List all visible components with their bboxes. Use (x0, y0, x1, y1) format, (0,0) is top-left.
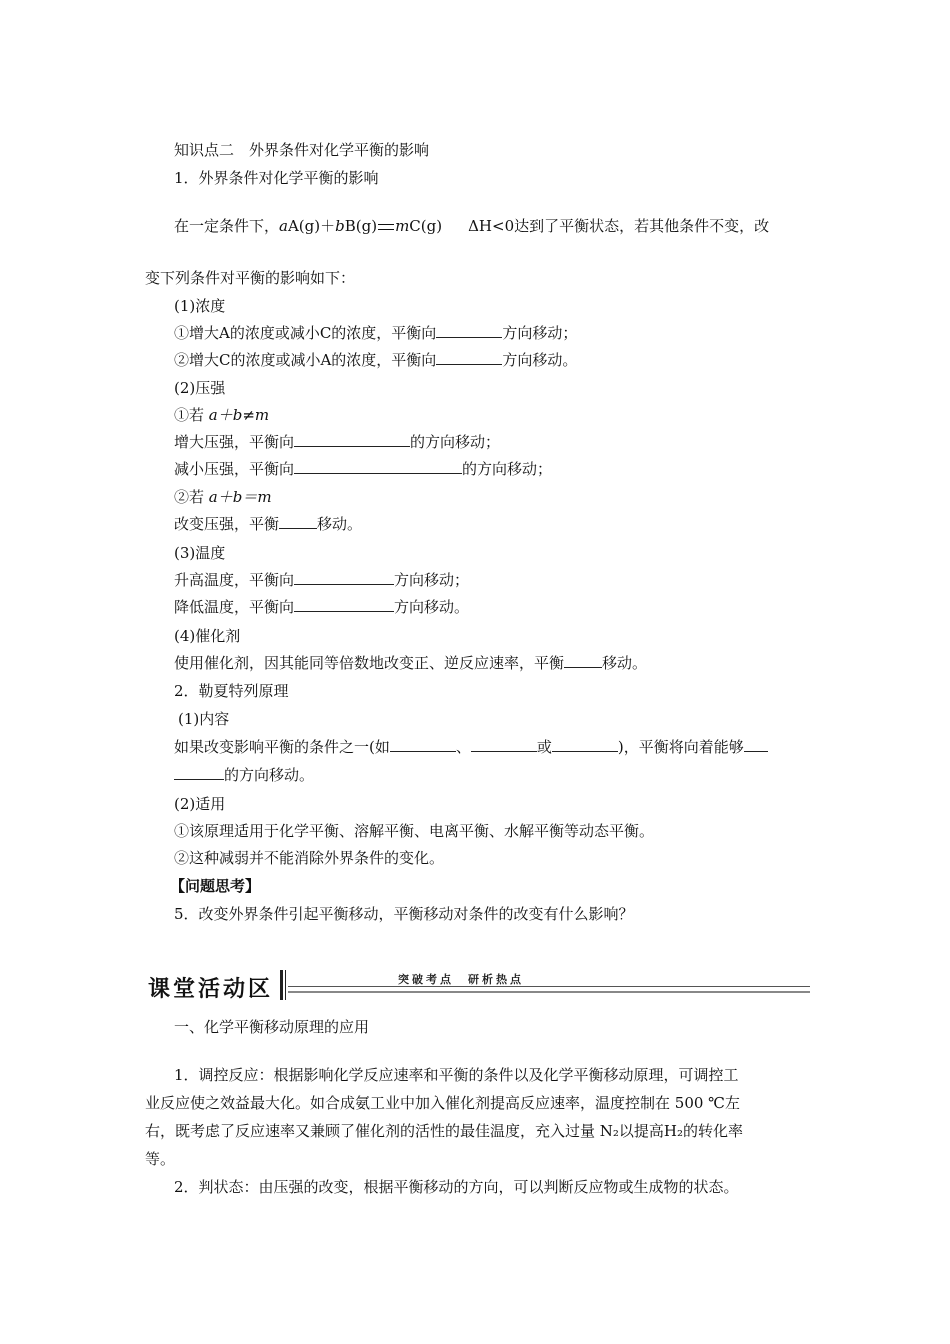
coef-a: a (279, 217, 288, 235)
temp-down-text: 降低温度，平衡向 (174, 598, 295, 616)
separator: 、 (455, 738, 471, 756)
question-title: 【问题思考】 (170, 877, 261, 895)
pressure-case-2 (174, 487, 272, 507)
pressure-increase (174, 432, 500, 452)
answer-blank[interactable] (279, 514, 317, 529)
part1-p1-line-2: 业反应使之效益最大化。如合成氨工业中加入催化剂提高反应速率，温度控制在 500 ℃左 (145, 1094, 740, 1112)
pressure-change-end: 移动。 (317, 515, 363, 533)
part1-p1-line-3: 右，既考虑了反应速率又兼顾了催化剂的活性的最佳温度，充入过量 N₂以提高H₂的转化率 (145, 1122, 744, 1140)
apply-line-1: ①该原理适用于化学平衡、溶解平衡、电离平衡、水解平衡等动态平衡。 (174, 822, 655, 840)
answer-blank[interactable] (294, 570, 394, 585)
principle-end: 的方向移动。 (224, 766, 315, 784)
answer-blank[interactable] (436, 350, 502, 365)
equilibrium-arrow-icon (377, 221, 395, 233)
pressure-increase-end: 的方向移动； (410, 433, 501, 451)
species-c: C(g) (409, 217, 443, 235)
section-title: 知识点二 外界条件对化学平衡的影响 (174, 141, 430, 159)
coef-m: m (395, 217, 410, 235)
temp-up-end: 方向移动； (394, 571, 470, 589)
answer-blank[interactable] (744, 737, 768, 752)
part1-title: 一、化学平衡移动原理的应用 (174, 1018, 370, 1036)
pressure-case-1 (174, 405, 269, 425)
temp-up-text: 升高温度，平衡向 (174, 571, 295, 589)
intro-line-2: 变下列条件对平衡的影响如下： (145, 269, 356, 287)
banner-rule (288, 991, 810, 993)
catalyst-text: 使用催化剂，因其能同等倍数地改变正、逆反应速率，平衡 (174, 654, 565, 672)
answer-blank[interactable] (552, 737, 618, 752)
answer-blank[interactable] (471, 737, 537, 752)
principle-line-1 (174, 737, 768, 757)
intro-tail: 达到了平衡状态，若其他条件不变，改 (514, 217, 770, 235)
temp-down (174, 597, 469, 617)
question-5: 5．改变外界条件引起平衡移动，平衡移动对条件的改变有什么影响？ (174, 905, 634, 923)
principle-line-2 (174, 765, 314, 785)
intro-line-1 (174, 216, 769, 236)
banner-subtitle: 突破考点 研析热点 (398, 973, 524, 986)
answer-blank[interactable] (436, 323, 502, 338)
catalyst-end: 移动。 (602, 654, 648, 672)
temp-up (174, 570, 469, 590)
conc-title: (1)浓度 (174, 297, 226, 315)
conc-line-2-text: ②增大C的浓度或减小A的浓度，平衡向 (174, 351, 437, 369)
case-1-condition: a＋b≠m (208, 406, 270, 424)
pressure-change (174, 514, 362, 534)
section-banner (148, 970, 810, 1004)
part1-p1-line-1: 1．调控反应：根据影响化学反应速率和平衡的条件以及化学平衡移动原理，可调控工 (174, 1066, 739, 1084)
species-a: A(g)＋ (287, 217, 336, 235)
heading-1: 1．外界条件对化学平衡的影响 (174, 169, 379, 187)
answer-blank[interactable] (174, 765, 224, 780)
intro-prefix: 在一定条件下， (174, 217, 280, 235)
answer-blank[interactable] (294, 597, 394, 612)
species-b: B(g) (344, 217, 378, 235)
apply-title: (2)适用 (174, 795, 226, 813)
separator: 或 (536, 738, 552, 756)
part1-p1-line-4: 等。 (145, 1150, 176, 1168)
principle-text-2: )，平衡将向着能够 (617, 738, 744, 756)
conc-line-1-end: 方向移动； (502, 324, 578, 342)
principle-text: 如果改变影响平衡的条件之一(如 (174, 738, 390, 756)
temp-title: (3)温度 (174, 544, 226, 562)
case-1-prefix: ①若 (174, 406, 205, 424)
conc-line-1 (174, 323, 577, 343)
conc-line-2-end: 方向移动。 (502, 351, 578, 369)
banner-title: 课堂活动区 (148, 977, 274, 1002)
principle-title: (1)内容 (178, 710, 230, 728)
case-2-condition: a＋b＝m (208, 488, 272, 506)
part1-p2: 2．判状态：由压强的改变，根据平衡移动的方向，可以判断反应物或生成物的状态。 (174, 1178, 739, 1196)
conc-line-2 (174, 350, 577, 370)
heading-2: 2．勒夏特列原理 (174, 682, 289, 700)
delta-h: ΔH<0 (468, 217, 515, 235)
pressure-increase-text: 增大压强，平衡向 (174, 433, 295, 451)
pressure-change-text: 改变压强，平衡 (174, 515, 280, 533)
answer-blank[interactable] (294, 432, 410, 447)
pressure-decrease (174, 459, 552, 479)
banner-divider-icon (280, 970, 286, 1000)
answer-blank[interactable] (390, 737, 456, 752)
pressure-decrease-end: 的方向移动； (462, 460, 553, 478)
pressure-decrease-text: 减小压强，平衡向 (174, 460, 295, 478)
banner-rule (288, 986, 810, 987)
temp-down-end: 方向移动。 (394, 598, 470, 616)
apply-line-2: ②这种减弱并不能消除外界条件的变化。 (174, 849, 445, 867)
answer-blank[interactable] (564, 653, 602, 668)
pressure-title: (2)压强 (174, 379, 226, 397)
answer-blank[interactable] (294, 459, 462, 474)
case-2-prefix: ②若 (174, 488, 205, 506)
catalyst-title: (4)催化剂 (174, 627, 241, 645)
catalyst-line (174, 653, 647, 673)
coef-b: b (335, 217, 345, 235)
conc-line-1-text: ①增大A的浓度或减小C的浓度，平衡向 (174, 324, 437, 342)
